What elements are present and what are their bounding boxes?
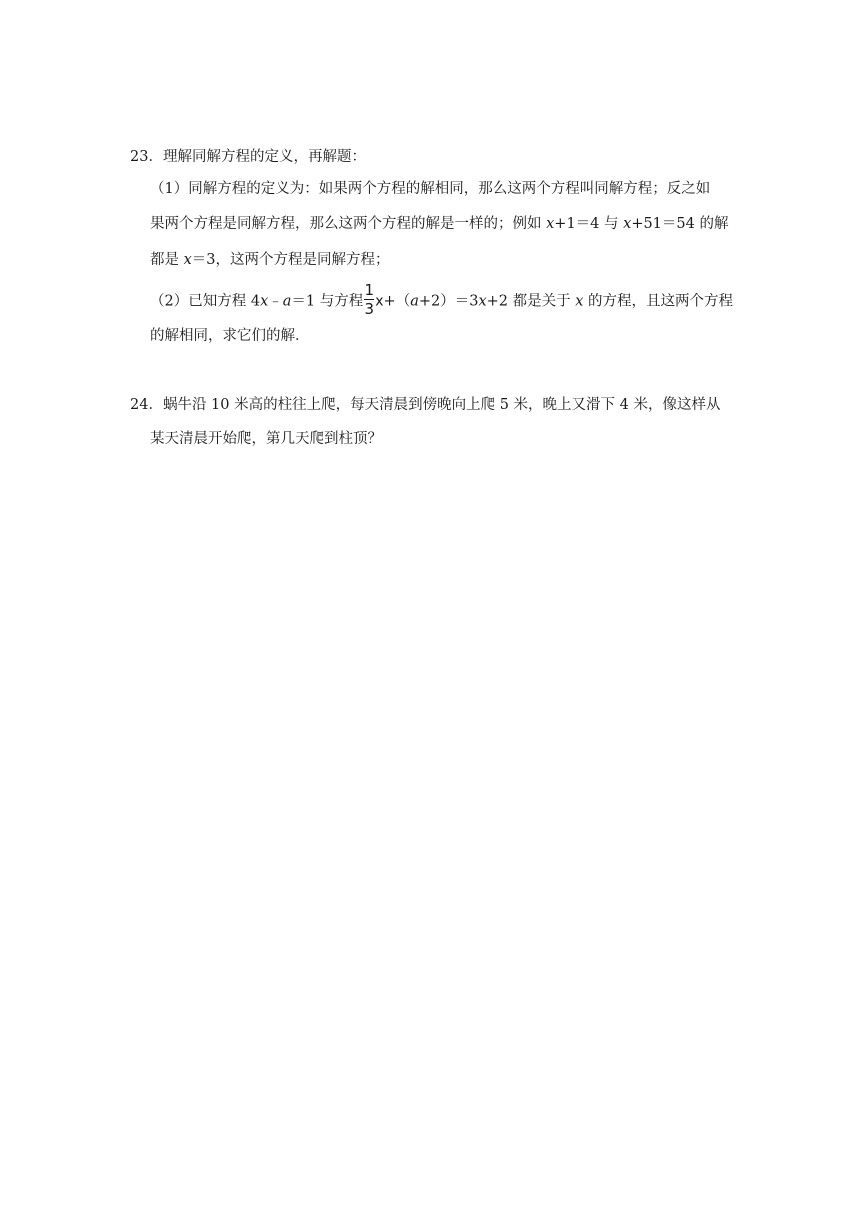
variable-x: x [478, 293, 487, 310]
text: +51＝54 的解 [631, 216, 729, 232]
text: ﹣ [268, 293, 283, 310]
fraction-one-third [364, 282, 374, 317]
q23-part1-line1: （1）同解方程的定义为：如果两个方程的解相同，那么这两个方程叫同解方程；反之如 [150, 181, 711, 197]
variable-x: x [623, 216, 632, 232]
text: 的方程，且这两个方程 [583, 293, 734, 310]
text: +1＝4 与 [554, 216, 624, 232]
text: +2 都是关于 [486, 293, 576, 310]
q23-title: 23．理解同解方程的定义，再解题： [130, 149, 366, 165]
q24-line2: 某天清晨开始爬，第几天爬到柱顶？ [150, 431, 382, 447]
q23-part2-line1 [150, 281, 734, 319]
text: 都是 [150, 252, 184, 268]
variable-a: a [410, 293, 419, 310]
q23-part2-line2: 的解相同，求它们的解． [150, 328, 310, 344]
q23-part1-line3 [150, 250, 390, 270]
q23-part1-line2 [150, 214, 728, 234]
variable-x: x [375, 293, 384, 310]
variable-a: a [282, 293, 292, 310]
fraction-numerator: 1 [364, 281, 375, 299]
text: （2）已知方程 4 [150, 293, 261, 310]
text: ＝1 与方程 [291, 293, 364, 310]
text: +（ [383, 293, 411, 310]
variable-x: x [260, 293, 269, 310]
variable-x: x [575, 293, 584, 310]
text: ＝3，这两个方程是同解方程； [191, 252, 390, 268]
text: +2）＝3 [418, 293, 479, 310]
variable-x: x [546, 216, 555, 232]
text: 果两个方程是同解方程，那么这两个方程的解是一样的；例如 [150, 216, 547, 232]
variable-x: x [183, 252, 192, 268]
fraction-denominator: 3 [364, 300, 375, 318]
q24-line1: 24．蜗牛沿 10 米高的柱往上爬，每天清晨到傍晚向上爬 5 米，晚上又滑下 4 米，像这样从 [130, 397, 721, 413]
